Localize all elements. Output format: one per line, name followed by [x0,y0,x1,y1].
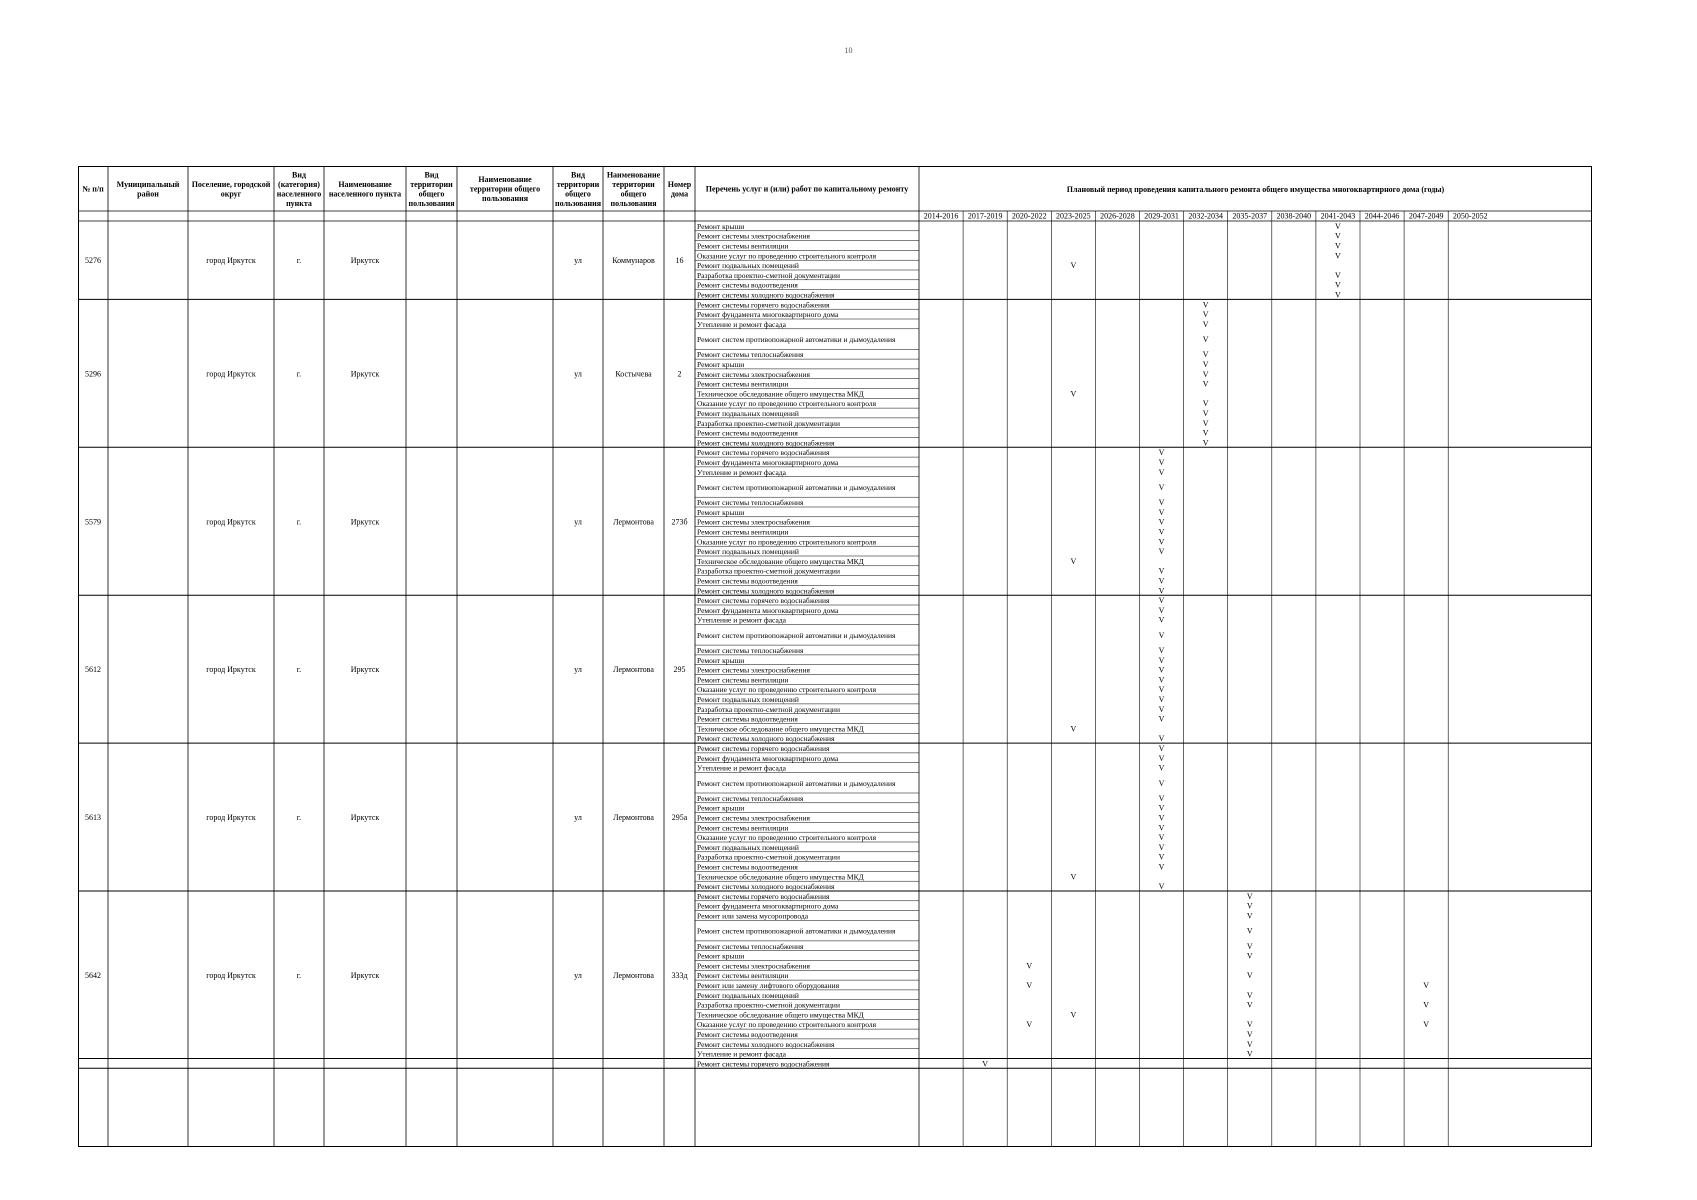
work-item: Ремонт систем противопожарной автоматики и дымоудаления [697,335,896,345]
work-item: Разработка проектно-сметной документации [697,418,840,428]
work-item: Ремонт фундамента многоквартирного дома [697,605,839,615]
work-item: Ремонт системы вентиляции [697,823,789,833]
header-locality-type: Вид [292,170,306,180]
schedule-mark: V [1158,675,1165,685]
header-locality-name: Наименование [338,179,392,189]
work-item: Утепление и ремонт фасада [697,467,786,477]
schedule-mark: V [1202,369,1209,379]
record-num: 5296 [85,369,101,379]
work-item: Ремонт системы горячего водоснабжения [697,596,830,606]
record-street: Лермонтова [613,813,654,823]
schedule-mark: V [1158,695,1165,704]
record-locality-type: г. [296,256,302,266]
schedule-mark: V [1158,803,1165,813]
schedule-mark: V [1158,605,1165,615]
work-item: Ремонт фундамента многоквартирного дома [697,458,839,467]
work-item: Техническое обследование общего имущества МКД [697,556,864,566]
year-column-label: 2047-2049 [1408,211,1444,221]
schedule-mark: V [1423,1000,1430,1010]
schedule-mark: V [1246,941,1253,951]
page-number: 10 [844,46,853,55]
header-district: район [137,189,159,199]
work-item: Ремонт системы водоотведения [697,428,798,438]
header-territory-name: территории общего [469,184,541,194]
schedule-mark: V [1158,527,1165,537]
work-item: Ремонт системы водоотведения [697,576,798,586]
schedule-mark: V [1246,926,1253,936]
work-item: Ремонт системы теплоснабжения [697,941,804,951]
record-locality: Иркутск [350,256,380,266]
year-column-label: 2050-2052 [1452,211,1488,221]
year-column-label: 2014-2016 [923,211,959,221]
schedule-mark: V [1202,428,1209,438]
schedule-mark: V [1158,704,1165,714]
work-item: Ремонт фундамента многоквартирного дома [697,753,839,763]
schedule-mark: V [1246,901,1253,911]
record-house: 16 [675,256,684,266]
work-item: Ремонт крыши [697,803,745,813]
header-street-type: пользования [554,198,602,208]
record-house: 333д [671,970,688,980]
schedule-mark: V [1158,882,1165,892]
record-num: 5613 [85,813,101,823]
year-column-label: 2017-2019 [967,211,1003,221]
record-street: Лермонтова [613,970,654,980]
record-street-type: ул [574,517,582,527]
work-item: Ремонт системы электроснабжения [697,665,810,675]
schedule-mark: V [1158,744,1165,753]
record-street: Лермонтова [613,517,654,527]
schedule-mark: V [1158,586,1165,596]
capital-repair-schedule-table [78,166,1592,1147]
work-item: Ремонт системы теплоснабжения [697,793,804,803]
header-territory-type: территории [410,179,453,189]
work-item: Техническое обследование общего имущества МКД [697,724,864,734]
record-street-type: ул [574,256,582,266]
work-item: Ремонт системы вентиляции [697,971,789,981]
record-street-type: ул [574,665,582,675]
schedule-mark: V [1158,833,1165,843]
record-locality-type: г. [296,369,302,379]
work-item: Разработка проектно-сметной документации [697,270,840,280]
work-item: Ремонт крыши [697,951,745,961]
work-item: Оказание услуг по проведению строительного контроля [697,685,877,695]
header-street-type: общего [565,189,591,199]
schedule-mark: V [1202,418,1209,428]
record-locality: Иркутск [350,517,380,527]
work-item: Ремонт подвальных помещений [697,409,799,418]
schedule-mark: V [1158,467,1165,477]
header-house: дома [670,189,689,199]
schedule-mark: V [1158,507,1165,517]
schedule-mark: V [1202,438,1209,448]
schedule-mark: V [1070,389,1077,399]
schedule-mark: V [1158,753,1165,763]
work-item: Техническое обследование общего имущества МКД [697,1010,864,1020]
record-settlement: город Иркутск [206,517,256,527]
schedule-mark: V [1246,891,1253,901]
schedule-mark: V [1202,310,1209,320]
schedule-mark: V [1158,852,1165,862]
header-num: № п/п [82,184,104,194]
year-column-label: 2032-2034 [1188,211,1223,221]
work-item: Ремонт фундамента многоквартирного дома [697,310,839,320]
work-item: Ремонт системы электроснабжения [697,517,810,527]
header-house: Номер [667,179,692,189]
work-item: Ремонт системы теплоснабжения [697,646,804,655]
work-item: Ремонт системы горячего водоснабжения [697,891,830,901]
header-territory-type: пользования [408,198,455,208]
header-district: Муниципальный [116,179,180,189]
year-column-label: 2029-2031 [1144,211,1179,221]
schedule-mark: V [1246,1030,1253,1039]
work-item: Ремонт системы электроснабжения [697,369,810,379]
schedule-mark: V [1202,379,1209,389]
schedule-mark: V [1246,990,1253,1000]
work-item: Ремонт системы водоотведения [697,714,798,724]
header-plan-period: Плановый период проведения капитального ремонта общего имущества многоквартирного дома (годы) [1066,185,1445,194]
schedule-mark: V [1026,961,1033,971]
work-item: Оказание услуг по проведению строительного контроля [697,1020,877,1030]
header-settlement: Поселение, городской [191,179,271,189]
schedule-mark: V [1423,1020,1430,1030]
work-item: Ремонт системы электроснабжения [697,813,810,823]
schedule-mark: V [1202,360,1209,369]
record-num: 5642 [85,970,101,980]
schedule-mark: V [1335,251,1341,261]
table-grid [78,166,1592,1147]
schedule-mark: V [1335,231,1341,241]
schedule-mark: V [1158,763,1165,773]
work-item: Ремонт системы горячего водоснабжения [697,1059,830,1069]
header-territory-type: Вид [424,170,439,180]
work-item: Ремонт системы холодного водоснабжения [697,586,835,596]
schedule-mark: V [1246,911,1253,921]
work-item: Разработка проектно-сметной документации [697,704,840,714]
work-item: Ремонт или замену лифтового оборудования [697,981,840,990]
schedule-mark: V [1246,1020,1253,1030]
record-street: Коммунаров [612,256,655,266]
schedule-mark: V [1158,615,1165,625]
year-column-label: 2038-2040 [1276,211,1312,221]
work-item: Ремонт подвальных помещений [697,842,799,852]
work-item: Ремонт систем противопожарной автоматики и дымоудаления [697,778,896,788]
header-territory-type: общего [418,189,445,199]
schedule-mark: V [1335,221,1341,231]
work-item: Разработка проектно-сметной документации [697,1000,840,1010]
work-item: Разработка проектно-сметной документации [697,566,840,576]
work-item: Ремонт системы теплоснабжения [697,350,804,360]
schedule-mark: V [1335,270,1341,280]
work-item: Ремонт подвальных помещений [697,695,799,704]
schedule-mark: V [1202,319,1209,329]
record-settlement: город Иркутск [206,970,256,980]
work-item: Ремонт системы водоотведения [697,1030,798,1039]
header-street-name: территории [612,179,655,189]
schedule-mark: V [1158,646,1165,655]
work-item: Оказание услуг по проведению строительного контроля [697,399,877,409]
schedule-mark: V [1158,498,1165,508]
schedule-mark: V [1246,1049,1253,1059]
work-item: Оказание услуг по проведению строительного контроля [697,537,877,547]
schedule-mark: V [1158,842,1165,852]
work-item: Ремонт системы теплоснабжения [697,498,804,508]
schedule-mark: V [1423,981,1430,990]
schedule-mark: V [1158,685,1165,695]
work-item: Ремонт фундамента многоквартирного дома [697,901,839,911]
year-column-label: 2041-2043 [1320,211,1356,221]
schedule-mark: V [1246,1039,1253,1049]
work-item: Ремонт системы вентиляции [697,675,789,685]
schedule-mark: V [1246,951,1253,961]
schedule-mark: V [1246,971,1253,981]
work-item: Техническое обследование общего имущества МКД [697,389,864,399]
work-item: Ремонт подвальных помещений [697,990,799,1000]
record-house: 295 [673,665,686,675]
work-item: Ремонт систем противопожарной автоматики и дымоудаления [697,630,896,640]
schedule-mark: V [1158,714,1165,724]
record-settlement: город Иркутск [206,256,256,266]
record-settlement: город Иркутск [206,813,256,823]
schedule-mark: V [1158,566,1165,576]
header-street-name: пользования [610,198,657,208]
record-settlement: город Иркутск [206,369,256,379]
work-item: Ремонт системы вентиляции [697,241,789,251]
record-num: 5276 [85,256,101,266]
work-item: Ремонт системы электроснабжения [697,961,810,971]
work-item: Ремонт систем противопожарной автоматики и дымоудаления [697,482,896,492]
work-item: Ремонт системы холодного водоснабжения [697,734,835,744]
schedule-mark: V [1158,665,1165,675]
work-item: Ремонт системы вентиляции [697,379,789,389]
schedule-mark: V [1026,1020,1033,1030]
schedule-mark: V [1202,350,1209,360]
schedule-mark: V [1158,862,1165,872]
schedule-mark: V [1158,778,1165,788]
record-street: Лермонтова [613,665,654,675]
schedule-mark: V [1335,241,1341,251]
header-street-type: территории [556,179,600,189]
record-house: 273б [671,517,688,527]
schedule-mark: V [1158,813,1165,823]
schedule-mark: V [1070,1010,1077,1020]
header-street-name: общего [620,189,647,199]
work-item: Утепление и ремонт фасада [697,615,786,625]
schedule-mark: V [1335,290,1341,300]
header-locality-type: населенного [276,189,322,199]
record-locality: Иркутск [350,970,380,980]
year-column-label: 2035-2037 [1232,211,1268,221]
record-num: 5579 [85,517,101,527]
record-locality: Иркутск [350,665,380,675]
schedule-mark: V [1158,655,1165,665]
work-item: Ремонт системы электроснабжения [697,231,810,241]
work-item: Ремонт системы горячего водоснабжения [697,300,830,310]
work-item: Техническое обследование общего имущества МКД [697,872,864,882]
work-item: Ремонт подвальных помещений [697,261,799,271]
record-street-type: ул [574,813,582,823]
record-locality-type: г. [296,517,302,527]
header-street-type: Вид [571,170,585,180]
work-item: Утепление и ремонт фасада [697,1049,786,1059]
schedule-mark: V [1335,280,1341,290]
header-locality-type: пункта [286,198,312,208]
header-street-name: Наименование [606,170,661,180]
schedule-mark: V [1026,981,1033,990]
record-settlement: город Иркутск [206,665,256,675]
work-item: Утепление и ремонт фасада [697,763,786,773]
work-item: Ремонт системы холодного водоснабжения [697,882,835,892]
schedule-mark: V [1202,335,1209,345]
record-locality-type: г. [296,665,302,675]
work-item: Ремонт системы водоотведения [697,280,798,290]
schedule-mark: V [1158,823,1165,833]
work-item: Ремонт системы горячего водоснабжения [697,744,830,753]
schedule-mark: V [1246,1000,1253,1010]
schedule-mark: V [1158,793,1165,803]
schedule-mark: V [1070,261,1077,271]
schedule-mark: V [1202,409,1209,418]
work-item: Оказание услуг по проведению строительного контроля [697,251,877,261]
schedule-mark: V [1158,596,1165,606]
record-locality: Иркутск [350,813,380,823]
schedule-mark: V [1158,537,1165,547]
header-territory-name: пользования [481,194,529,203]
work-item: Ремонт или замена мусоропровода [697,911,809,921]
schedule-mark: V [1202,300,1209,310]
record-locality-type: г. [296,970,302,980]
schedule-mark: V [1158,458,1165,467]
schedule-mark: V [1158,576,1165,586]
year-column-label: 2020-2022 [1011,211,1047,221]
record-street-type: ул [574,970,582,980]
schedule-mark: V [1158,448,1165,458]
record-house: 295а [671,813,688,823]
work-item: Ремонт системы горячего водоснабжения [697,448,830,458]
work-item: Ремонт крыши [697,507,745,517]
work-item: Ремонт крыши [697,221,745,231]
record-street: Костычева [615,369,652,379]
header-territory-name: Наименование [478,175,532,184]
schedule-mark: V [1070,556,1077,566]
record-street-type: ул [574,369,582,379]
work-item: Ремонт системы водоотведения [697,862,798,872]
schedule-mark: V [1158,630,1165,640]
work-item: Ремонт системы холодного водоснабжения [697,290,835,300]
work-item: Утепление и ремонт фасада [697,319,786,329]
year-column-label: 2044-2046 [1364,211,1400,221]
header-locality-type: (категория) [278,179,320,189]
work-item: Оказание услуг по проведению строительного контроля [697,833,877,843]
schedule-mark: V [1158,734,1165,744]
work-item: Ремонт подвальных помещений [697,547,799,557]
schedule-mark: V [1158,482,1165,492]
year-column-label: 2023-2025 [1056,211,1091,221]
schedule-mark: V [1158,547,1165,557]
header-works-list: Перечень услуг и (или) работ по капитальному ремонту [705,184,909,194]
schedule-mark: V [1070,872,1077,882]
header-locality-name: населенного пункта [328,189,402,199]
work-item: Ремонт систем противопожарной автоматики и дымоудаления [697,926,896,936]
work-item: Разработка проектно-сметной документации [697,852,840,862]
work-item: Ремонт крыши [697,655,745,665]
record-locality-type: г. [296,813,302,823]
record-house: 2 [677,369,682,379]
work-item: Ремонт системы холодного водоснабжения [697,1039,835,1049]
work-item: Ремонт системы холодного водоснабжения [697,438,835,448]
record-locality: Иркутск [350,369,380,379]
year-column-label: 2026-2028 [1100,211,1135,221]
header-settlement: округ [220,189,242,199]
work-item: Ремонт крыши [697,360,745,369]
work-item: Ремонт системы вентиляции [697,527,789,537]
schedule-mark: V [1202,399,1209,409]
schedule-mark: V [1158,517,1165,527]
record-num: 5612 [85,665,101,675]
schedule-mark: V [1070,724,1077,734]
schedule-mark: V [982,1059,989,1069]
